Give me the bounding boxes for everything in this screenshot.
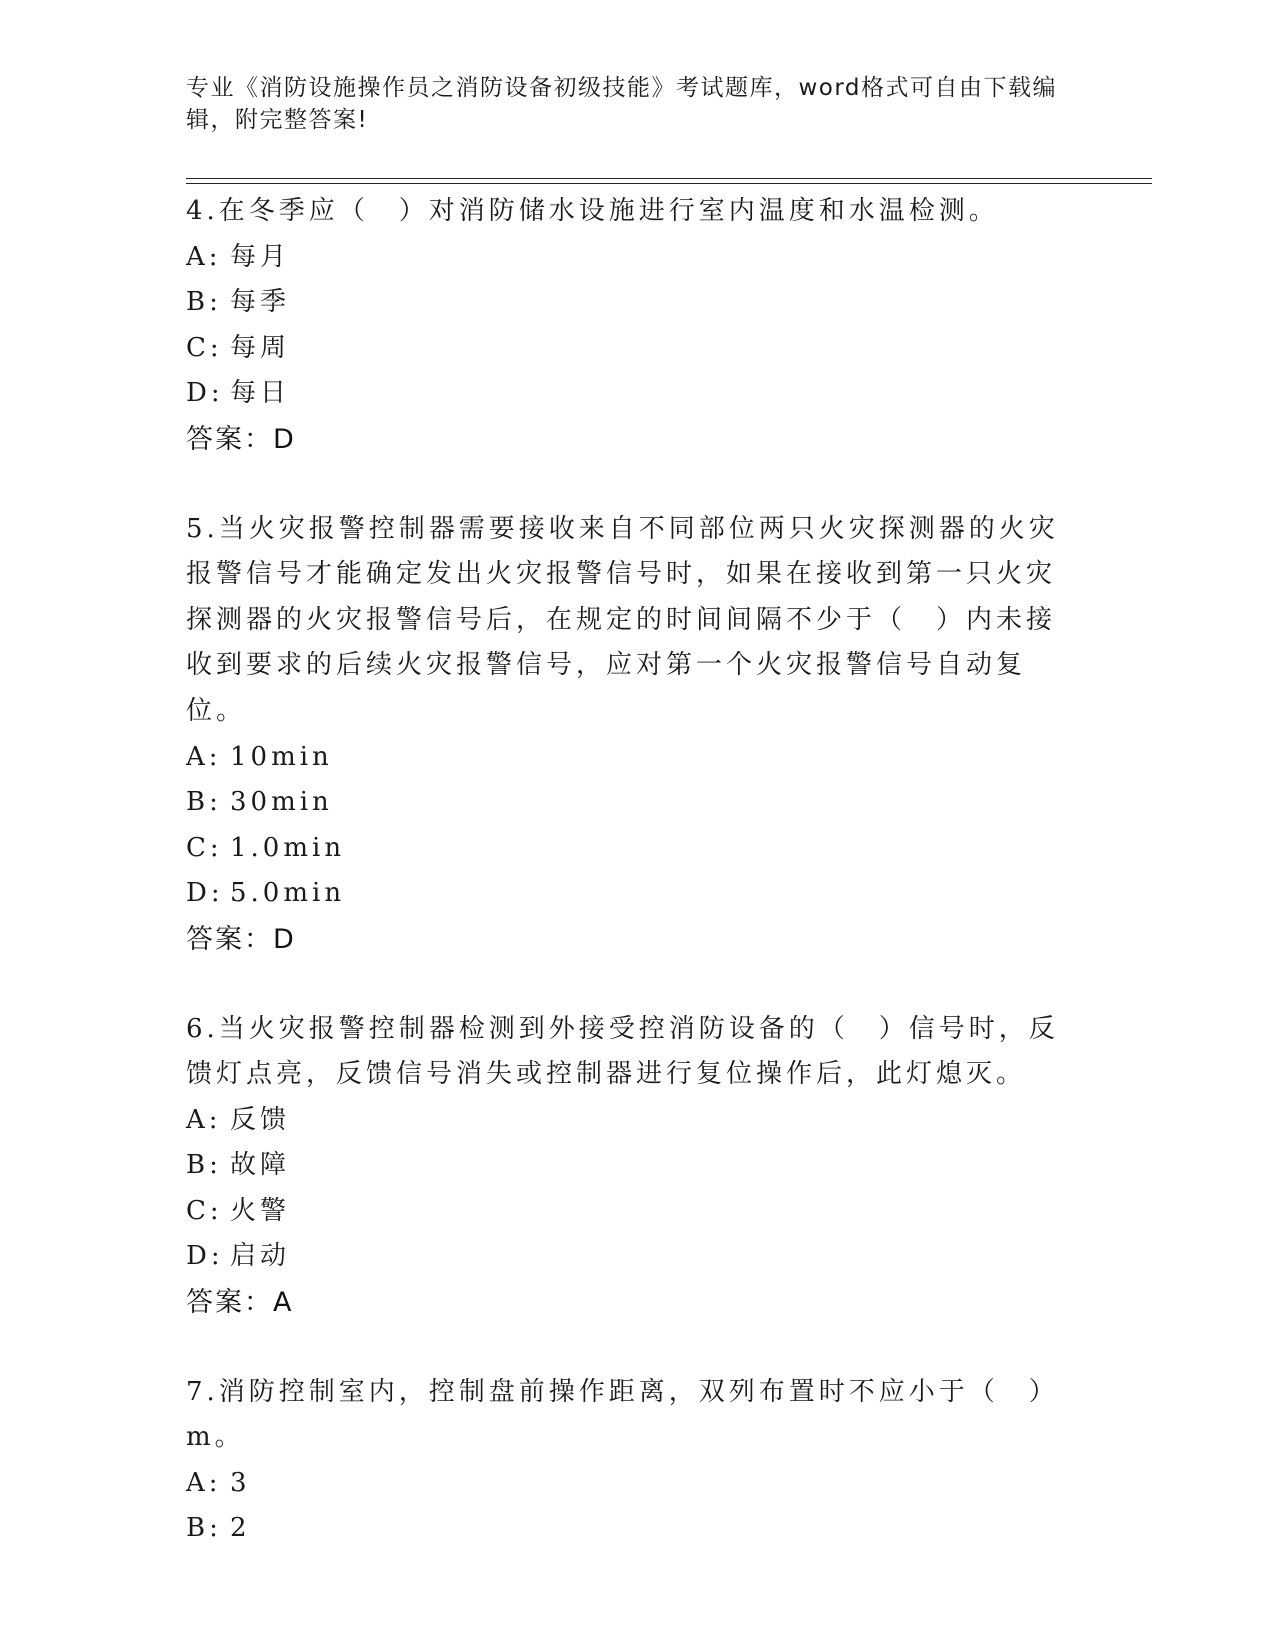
option-c bbox=[186, 826, 1066, 872]
option-letter: D: bbox=[186, 878, 224, 909]
option-d bbox=[186, 871, 1066, 917]
question-text: 4.在冬季应（ ）对消防储水设施进行室内温度和水温检测。 bbox=[186, 196, 999, 226]
option-c bbox=[186, 326, 1066, 372]
answer-line: 答案：A bbox=[186, 1287, 294, 1319]
option-value: 1.0min bbox=[230, 832, 346, 863]
option-value: 火警 bbox=[230, 1195, 291, 1226]
option-letter: A: bbox=[186, 1467, 222, 1498]
option-value: 每日 bbox=[230, 378, 291, 409]
option-letter: A: bbox=[186, 241, 222, 272]
option-value: 3 bbox=[230, 1467, 251, 1498]
question-5 bbox=[186, 507, 1066, 963]
option-letter: A: bbox=[186, 1104, 222, 1135]
option-value: 30min bbox=[230, 787, 333, 818]
option-letter: C: bbox=[186, 832, 223, 863]
question-6 bbox=[186, 1007, 1066, 1326]
option-a bbox=[186, 1098, 1066, 1144]
option-letter: B: bbox=[186, 1513, 222, 1544]
option-letter: A: bbox=[186, 741, 222, 772]
question-7 bbox=[186, 1370, 1066, 1552]
option-a bbox=[186, 1461, 1066, 1507]
option-value: 5.0min bbox=[230, 878, 346, 909]
document-header bbox=[186, 72, 1066, 136]
header-line-1: 专业《消防设施操作员之消防设备初级技能》考试题库，word格式可自由下载编 bbox=[186, 75, 1058, 101]
option-value: 10min bbox=[230, 741, 333, 772]
option-letter: D: bbox=[186, 378, 224, 409]
option-letter: B: bbox=[186, 287, 222, 318]
option-letter: C: bbox=[186, 1195, 223, 1226]
option-b bbox=[186, 780, 1066, 826]
option-letter: D: bbox=[186, 1241, 224, 1272]
question-list bbox=[186, 189, 1066, 1596]
option-a bbox=[186, 735, 1066, 781]
option-d bbox=[186, 371, 1066, 417]
option-c bbox=[186, 1189, 1066, 1235]
option-value: 故障 bbox=[230, 1150, 291, 1181]
header-divider-top bbox=[186, 178, 1152, 179]
header-divider-bottom bbox=[186, 183, 1152, 184]
answer-line: 答案：D bbox=[186, 423, 296, 455]
option-value: 每周 bbox=[230, 332, 291, 363]
option-value: 每季 bbox=[230, 287, 291, 318]
option-letter: C: bbox=[186, 332, 223, 363]
option-value: 2 bbox=[230, 1513, 251, 1544]
option-b bbox=[186, 280, 1066, 326]
option-a bbox=[186, 235, 1066, 281]
question-text: 6.当火灾报警控制器检测到外接受控消防设备的（ ）信号时，反馈灯点亮，反馈信号消失或控制器进行复位操作后，此灯熄灭。 bbox=[186, 1013, 1059, 1090]
option-d bbox=[186, 1234, 1066, 1280]
question-text: 7.消防控制室内，控制盘前操作距离，双列布置时不应小于（ ）m。 bbox=[186, 1376, 1059, 1453]
answer-line: 答案：D bbox=[186, 923, 296, 955]
header-line-2: 辑，附完整答案! bbox=[186, 107, 369, 133]
option-letter: B: bbox=[186, 1150, 222, 1181]
option-b bbox=[186, 1506, 1066, 1552]
option-value: 反馈 bbox=[230, 1104, 291, 1135]
option-value: 启动 bbox=[230, 1241, 291, 1272]
option-value: 每月 bbox=[230, 241, 291, 272]
question-4 bbox=[186, 189, 1066, 463]
question-text: 5.当火灾报警控制器需要接收来自不同部位两只火灾探测器的火灾报警信号才能确定发出火灾报警信号时，如果在接收到第一只火灾探测器的火灾报警信号后，在规定的时间间隔不少于（ ）内未接收到要求的后续火灾报警信号，应对第一个火灾报警信号自动复位。 bbox=[186, 513, 1059, 726]
option-b bbox=[186, 1143, 1066, 1189]
option-letter: B: bbox=[186, 787, 222, 818]
